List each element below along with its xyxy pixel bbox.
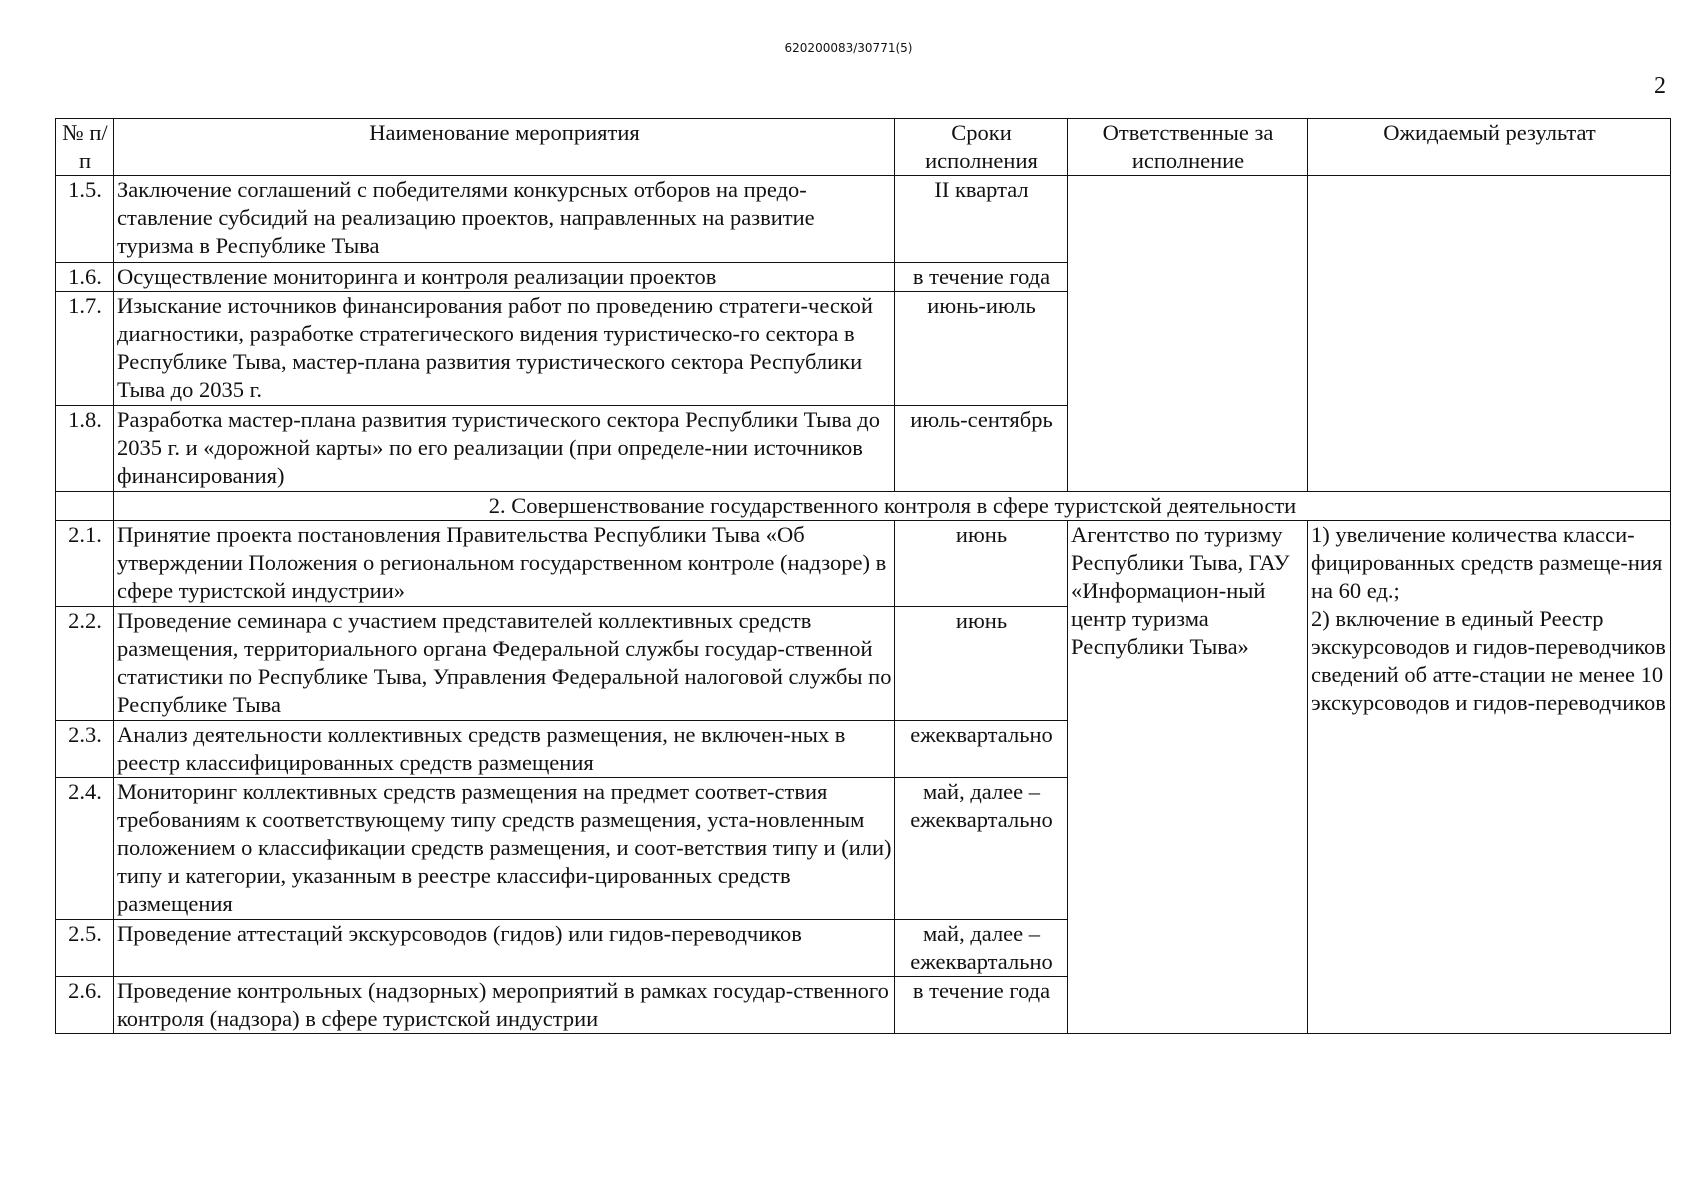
row-number: 1.5. (56, 176, 114, 263)
event-name: Изыскание источников финансирования работ по проведению стратеги-ческой диагностики, разработке стратегического видения туристическо-го сектора в Республике Тыва, мастер-плана развития туристического сектора Республики Тыва до 2035 г. (114, 292, 895, 406)
events-table (55, 118, 1671, 1034)
column-header-name: Наименование мероприятия (114, 119, 895, 176)
event-deadline: май, далее – ежеквартально (895, 920, 1068, 977)
row-number: 2.3. (56, 721, 114, 778)
row-number: 1.6. (56, 263, 114, 292)
event-deadline: в течение года (895, 977, 1068, 1034)
section-number-empty (56, 492, 114, 521)
event-name: Анализ деятельности коллективных средств размещения, не включен-ных в реестр классифицированных средств размещения (114, 721, 895, 778)
expected-result-item-1: 1) увеличение количества класси-фицированных средств размеще-ния на 60 ед.; (1311, 522, 1663, 603)
table-row (56, 521, 1671, 607)
row-number: 2.2. (56, 607, 114, 721)
expected-result-item-2: 2) включение в единый Реестр экскурсоводов и гидов-переводчиков сведений об атте-стации не менее 10 экскурсоводов и гидов-переводчиков (1311, 606, 1666, 715)
event-name: Заключение соглашений с победителями конкурсных отборов на предо-ставление субсидий на реализацию проектов, направленных на развитие туризма в Республике Тыва (114, 176, 895, 263)
section-2-expected-result (1308, 521, 1671, 1034)
event-name: Мониторинг коллективных средств размещения на предмет соответ-ствия требованиям к соответствующему типу средств размещения, уста-новленным положением о классификации средств размещения, и соот-ветствия типу и (или) типу и категории, указанным в реестре классифи-цированных средств размещения (114, 778, 895, 920)
table-row (56, 176, 1671, 263)
event-deadline: II квартал (895, 176, 1068, 263)
event-deadline: июль-сентябрь (895, 406, 1068, 492)
section-2-title: 2. Совершенствование государственного контроля в сфере туристской деятельности (114, 492, 1671, 521)
responsible-cell-empty (1068, 176, 1308, 492)
document-code: 620200083/30771(5) (784, 41, 913, 55)
event-deadline: май, далее – ежеквартально (895, 778, 1068, 920)
event-deadline: в течение года (895, 263, 1068, 292)
event-name: Разработка мастер-плана развития туристического сектора Республики Тыва до 2035 г. и «дорожной карты» по его реализации (при определе-нии источников финансирования) (114, 406, 895, 492)
row-number: 2.6. (56, 977, 114, 1034)
row-number: 2.1. (56, 521, 114, 607)
column-header-deadline: Сроки исполнения (895, 119, 1068, 176)
event-deadline: июнь-июль (895, 292, 1068, 406)
event-name: Принятие проекта постановления Правительства Республики Тыва «Об утверждении Положения о региональном государственном контроле (надзоре) в сфере туристской индустрии» (114, 521, 895, 607)
row-number: 1.8. (56, 406, 114, 492)
row-number: 2.5. (56, 920, 114, 977)
section-2-responsible: Агентство по туризму Республики Тыва, ГАУ «Информацион-ный центр туризма Республики Тыва» (1068, 521, 1308, 1034)
row-number: 2.4. (56, 778, 114, 920)
row-number: 1.7. (56, 292, 114, 406)
event-name: Проведение контрольных (надзорных) мероприятий в рамках государ-ственного контроля (надзора) в сфере туристской индустрии (114, 977, 895, 1034)
event-deadline: июнь (895, 521, 1068, 607)
event-deadline: июнь (895, 607, 1068, 721)
event-name: Проведение аттестаций экскурсоводов (гидов) или гидов-переводчиков (114, 920, 895, 977)
page-number: 2 (1654, 73, 1666, 99)
event-deadline: ежеквартально (895, 721, 1068, 778)
result-cell-empty (1308, 176, 1671, 492)
table-header-row (56, 119, 1671, 176)
column-header-num: № п/п (56, 119, 114, 176)
section-header-row (56, 492, 1671, 521)
event-name: Проведение семинара с участием представителей коллективных средств размещения, территориального органа Федеральной службы государ-ственной статистики по Республике Тыва, Управления Федеральной налоговой службы по Республике Тыва (114, 607, 895, 721)
column-header-result: Ожидаемый результат (1308, 119, 1671, 176)
event-name: Осуществление мониторинга и контроля реализации проектов (114, 263, 895, 292)
column-header-responsible: Ответственные за исполнение (1068, 119, 1308, 176)
